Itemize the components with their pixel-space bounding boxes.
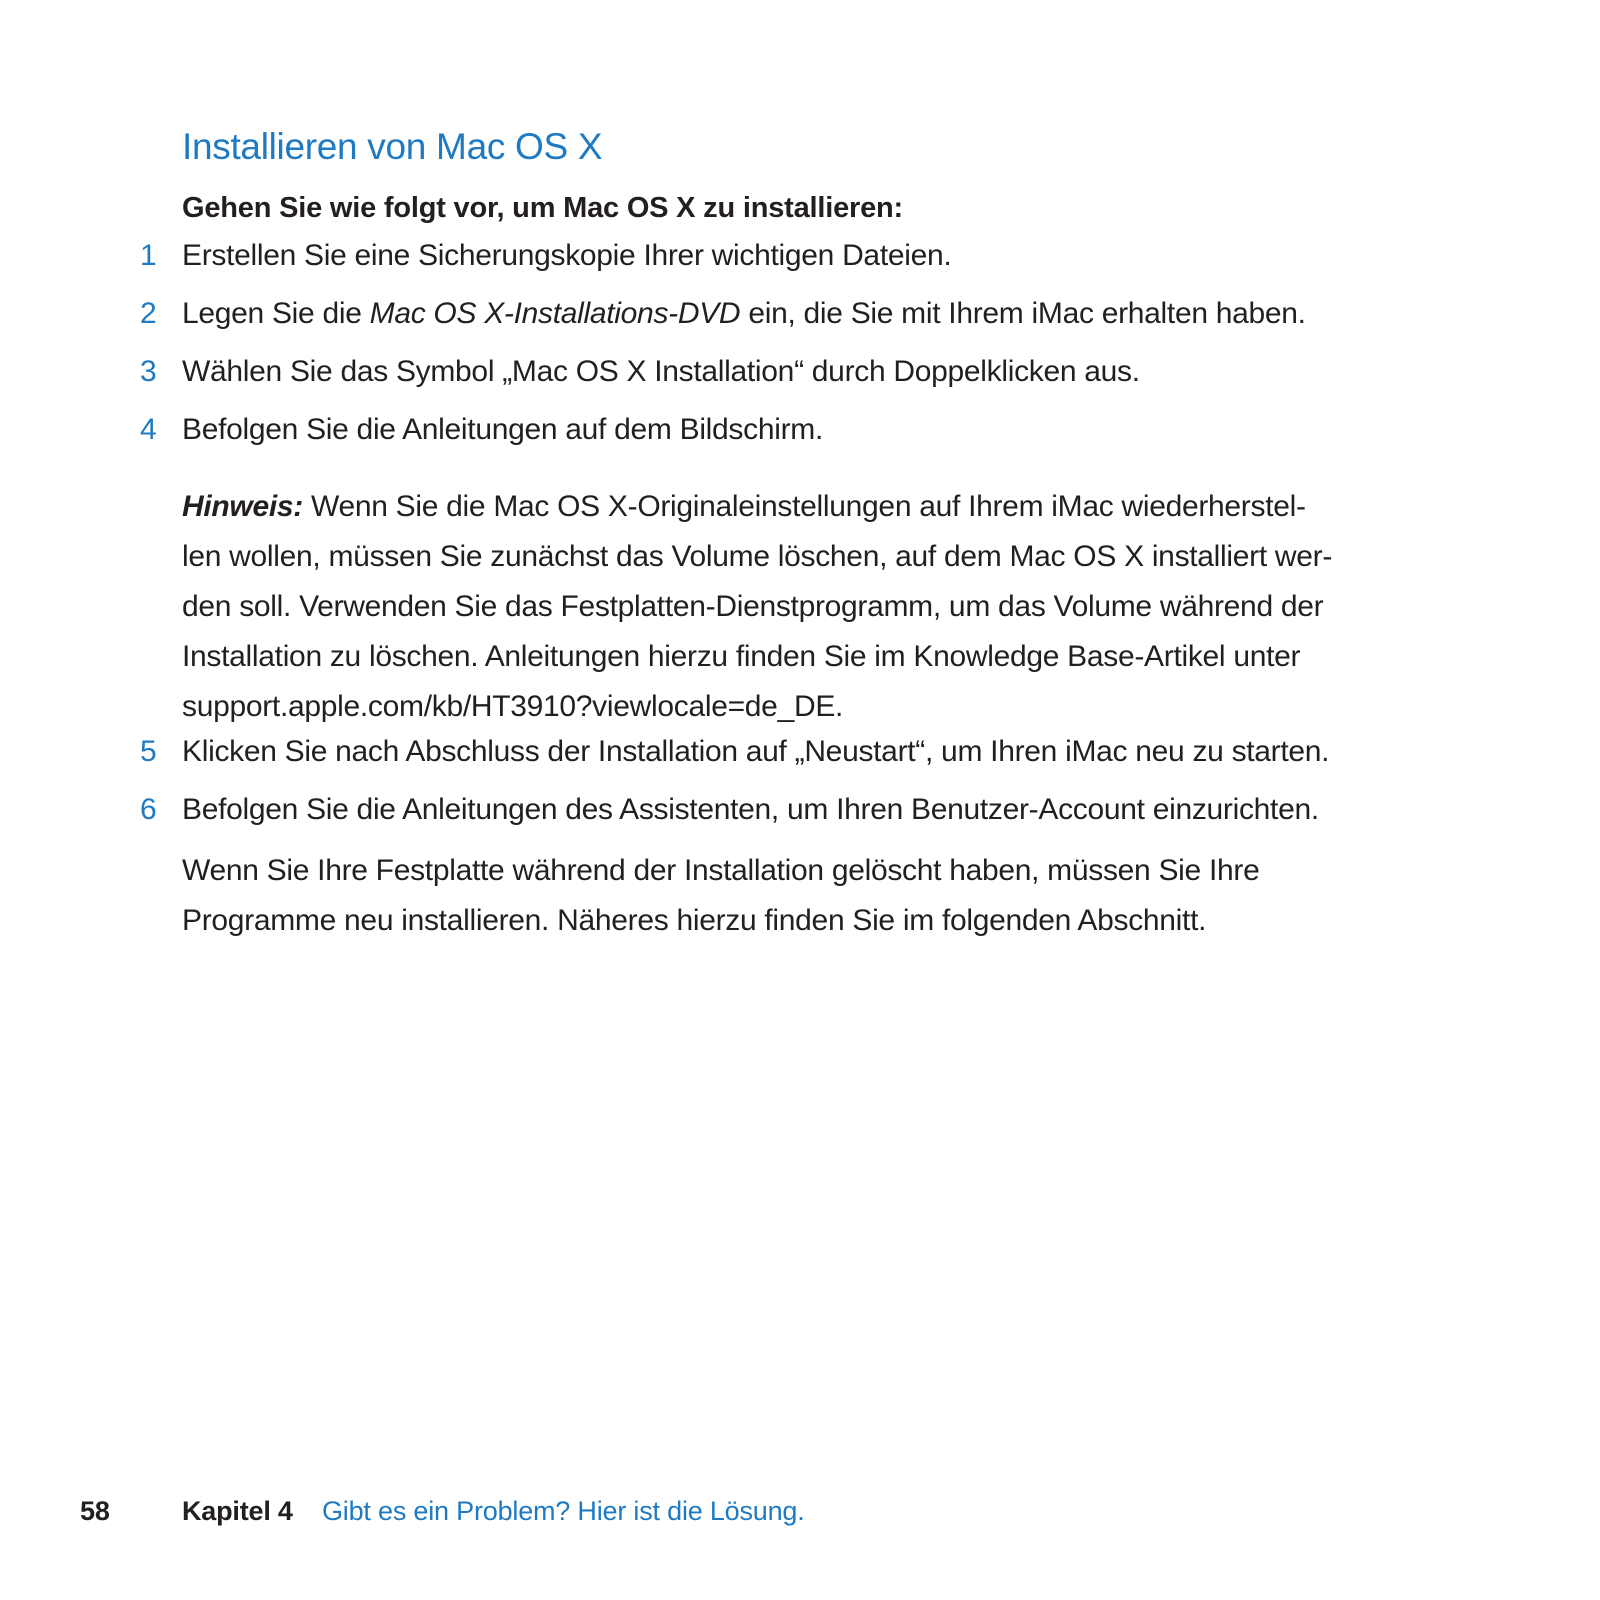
step-text: Befolgen Sie die Anleitungen auf dem Bildschirm. <box>182 413 824 446</box>
note-label: Hinweis: <box>182 490 303 523</box>
step-text-italic: Mac OS X-Installations-DVD <box>369 297 741 330</box>
step-number: 5 <box>140 735 157 768</box>
step-number: 4 <box>140 413 157 446</box>
page-number: 58 <box>80 1496 110 1526</box>
closing-line: Programme neu installieren. Näheres hierzu finden Sie im folgenden Abschnitt. <box>182 904 1207 937</box>
closing-line: Wenn Sie Ihre Festplatte während der Installation gelöscht haben, müssen Sie Ihre <box>182 854 1260 887</box>
chapter-title: Gibt es ein Problem? Hier ist die Lösung. <box>322 1496 805 1526</box>
section-intro: Gehen Sie wie folgt vor, um Mac OS X zu installieren: <box>182 192 904 224</box>
step-number: 3 <box>140 355 157 388</box>
chapter-label: Kapitel 4 <box>182 1496 293 1526</box>
step-text: Klicken Sie nach Abschluss der Installation auf „Neustart“, um Ihren iMac neu zu starten. <box>182 735 1330 768</box>
note-line <box>182 482 1482 532</box>
step-text-before: Legen Sie die <box>182 297 370 330</box>
step-text: Wählen Sie das Symbol „Mac OS X Installation“ durch Doppelklicken aus. <box>182 355 1140 388</box>
note-line: len wollen, müssen Sie zunächst das Volume löschen, auf dem Mac OS X installiert wer- <box>182 540 1333 573</box>
section-heading: Installieren von Mac OS X <box>182 126 603 167</box>
step-text: Erstellen Sie eine Sicherungskopie Ihrer wichtigen Dateien. <box>182 239 952 272</box>
step-text-after: ein, die Sie mit Ihrem iMac erhalten haben. <box>740 297 1306 330</box>
step-text: Befolgen Sie die Anleitungen des Assistenten, um Ihren Benutzer-Account einzurichten. <box>182 793 1319 826</box>
step-number: 1 <box>140 239 157 272</box>
step-number: 2 <box>140 297 157 330</box>
note-line: Installation zu löschen. Anleitungen hierzu finden Sie im Knowledge Base-Artikel unter <box>182 640 1301 673</box>
step-number: 6 <box>140 793 157 826</box>
step-text <box>182 294 1306 334</box>
note-paragraph <box>182 482 1482 732</box>
note-line: den soll. Verwenden Sie das Festplatten-Dienstprogramm, um das Volume während der <box>182 590 1324 623</box>
note-line: support.apple.com/kb/HT3910?viewlocale=de_DE. <box>182 690 844 723</box>
closing-paragraph <box>182 846 1482 946</box>
note-line-text: Wenn Sie die Mac OS X-Originaleinstellungen auf Ihrem iMac wiederherstel- <box>302 490 1306 523</box>
